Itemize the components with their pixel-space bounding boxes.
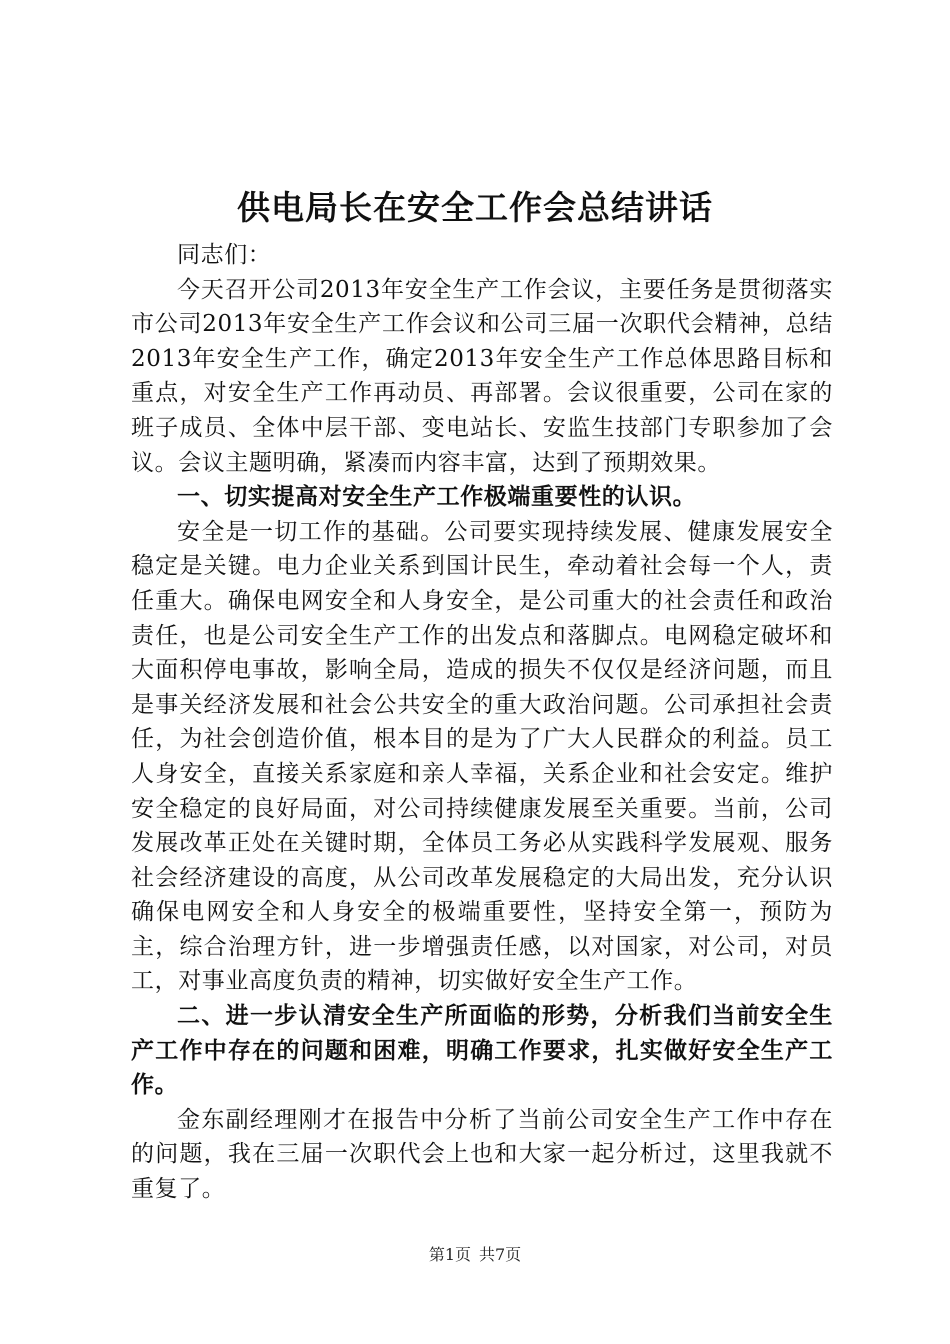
page-number: 第1页 [428,1245,471,1264]
section-heading-1: 一、切实提高对安全生产工作极端重要性的认识。 [177,484,697,511]
paragraph-intro: 今天召开公司2013年安全生产工作会议，主要任务是贯彻落实市公司2013年安全生产工作会议和公司三届一次职代会精神，总结2013年安全生产工作，确定2013年安全生产工作总体思路目标和重点，对安全生产工作再动员、再部署。会议很重要，公司在家的班子成员、全体中层干部、变电站长、安监生技部门专职参加了会议。会议主题明确，紧凑而内容丰富，达到了预期效果。 [131,276,833,476]
paragraph-section-2: 金东副经理刚才在报告中分析了当前公司安全生产工作中存在的问题，我在三届一次职代会上也和大家一起分析过，这里我就不重复了。 [131,1106,833,1203]
page-total: 共7页 [479,1245,522,1264]
document-body [131,238,833,1207]
section-heading-2: 二、进一步认清安全生产所面临的形势，分析我们当前安全生产工作中存在的问题和困难，明确工作要求，扎实做好安全生产工作。 [131,1003,833,1099]
salutation: 同志们： [177,242,272,268]
paragraph-section-1: 安全是一切工作的基础。公司要实现持续发展、健康发展安全稳定是关键。电力企业关系到国计民生，牵动着社会每一个人，责任重大。确保电网安全和人身安全，是公司重大的社会责任和政治责任，也是公司安全生产工作的出发点和落脚点。电网稳定破坏和大面积停电事故，影响全局，造成的损失不仅仅是经济问题，而且是事关经济发展和社会公共安全的重大政治问题。公司承担社会责任，为社会创造价值，根本目的是为了广大人民群众的利益。员工人身安全，直接关系家庭和亲人幸福，关系企业和社会安定。维护安全稳定的良好局面，对公司持续健康发展至关重要。当前，公司发展改革正处在关键时期，全体员工务必从实践科学发展观、服务社会经济建设的高度，从公司改革发展稳定的大局出发，充分认识确保电网安全和人身安全的极端重要性，坚持安全第一，预防为主，综合治理方针，进一步增强责任感，以对国家，对公司，对员工，对事业高度负责的精神，切实做好安全生产工作。 [131,518,833,995]
page-footer [0,1244,950,1266]
document-title: 供电局长在安全工作会总结讲话 [237,188,713,227]
